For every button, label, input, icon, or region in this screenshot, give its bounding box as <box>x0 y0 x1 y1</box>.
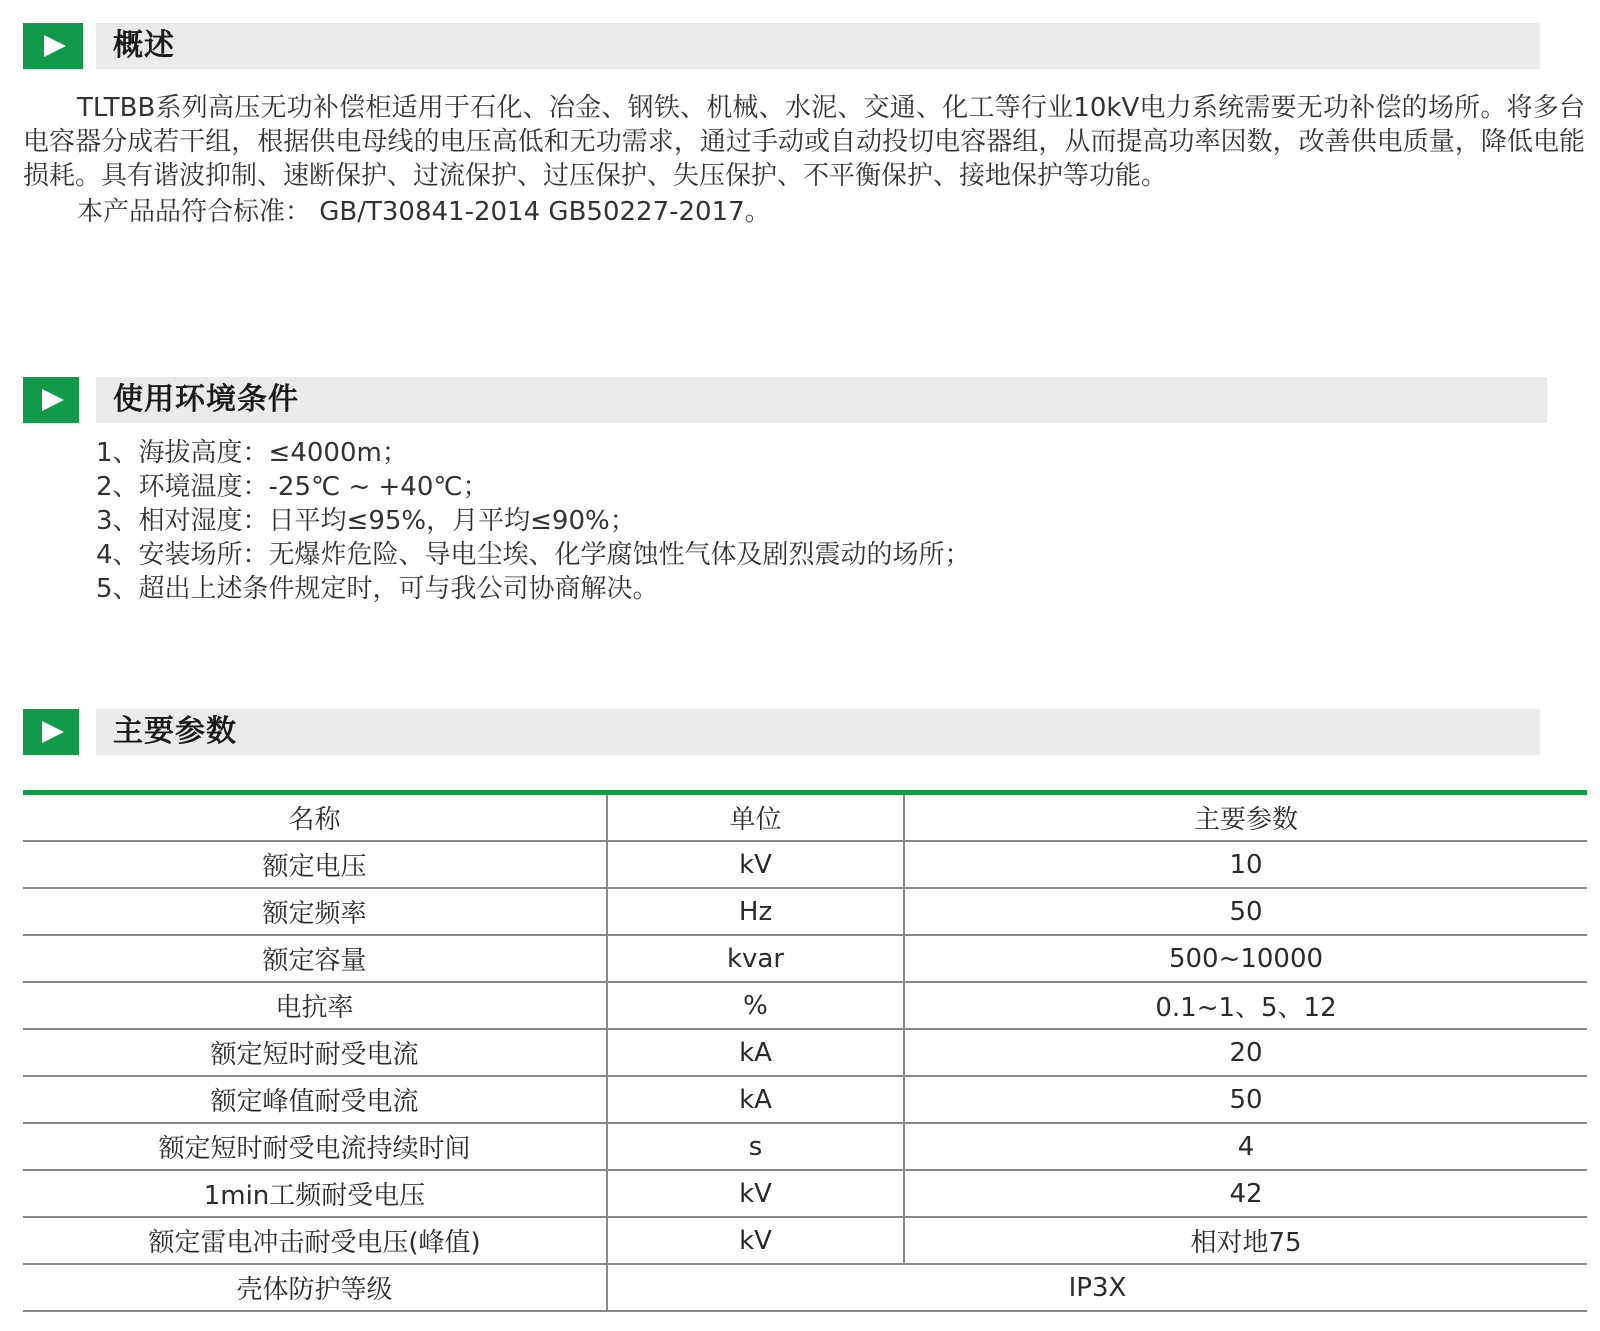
param-unit: kA <box>607 1076 904 1123</box>
play-arrow-icon <box>23 23 83 69</box>
param-name: 1min工频耐受电压 <box>23 1170 607 1217</box>
param-value: 相对地75 <box>904 1217 1587 1264</box>
param-value: 0.1~1、5、12 <box>904 982 1587 1029</box>
param-unit: kV <box>607 1170 904 1217</box>
param-value: 10 <box>904 841 1587 888</box>
table-row <box>23 841 1587 888</box>
overview-paragraph: TLTBB系列高压无功补偿柜适用于石化、冶金、钢铁、机械、水泥、交通、化工等行业10kV电力系统需要无功补偿的场所。将多台电容器分成若干组，根据供电母线的电压高低和无功需求，通过手动或自动投切电容器组，从而提高功率因数，改善供电质量，降低电能损耗。具有谐波抑制、速断保护、过流保护、过压保护、失压保护、不平衡保护、接地保护等功能。 <box>23 93 1585 191</box>
param-name: 额定短时耐受电流持续时间 <box>23 1123 607 1170</box>
overview-header <box>23 23 1540 69</box>
environment-title: 使用环境条件 <box>113 382 299 417</box>
param-name: 额定电压 <box>23 841 607 888</box>
param-unit: Hz <box>607 888 904 935</box>
param-unit: kV <box>607 841 904 888</box>
table-header-row <box>23 793 1587 842</box>
param-name: 额定频率 <box>23 888 607 935</box>
param-name: 额定雷电冲击耐受电压(峰值) <box>23 1217 607 1264</box>
params-title: 主要参数 <box>113 714 237 749</box>
param-name: 额定容量 <box>23 935 607 982</box>
table-row <box>23 935 1587 982</box>
param-value: 20 <box>904 1029 1587 1076</box>
params-header <box>23 709 1540 755</box>
param-value: 4 <box>904 1123 1587 1170</box>
param-value: IP3X <box>607 1264 1587 1311</box>
play-arrow-icon <box>23 377 79 423</box>
table-row <box>23 1076 1587 1123</box>
environment-list <box>96 436 971 606</box>
param-unit: kA <box>607 1029 904 1076</box>
param-unit: kV <box>607 1217 904 1264</box>
param-name: 电抗率 <box>23 982 607 1029</box>
table-row <box>23 888 1587 935</box>
play-arrow-icon <box>23 709 79 755</box>
environment-header-bar <box>96 377 1547 423</box>
list-item: 5、超出上述条件规定时，可与我公司协商解决。 <box>96 574 659 604</box>
params-table <box>23 790 1587 1312</box>
param-name: 壳体防护等级 <box>23 1264 607 1311</box>
param-unit: kvar <box>607 935 904 982</box>
column-header-name: 名称 <box>23 793 607 842</box>
table-row <box>23 1264 1587 1311</box>
params-header-bar <box>96 709 1540 755</box>
overview-standard: 本产品品符合标准： GB/T30841-2014 GB50227-2017。 <box>77 197 771 227</box>
param-value: 50 <box>904 888 1587 935</box>
param-value: 500~10000 <box>904 935 1587 982</box>
list-item: 1、海拔高度：≤4000m； <box>96 438 408 468</box>
table-row <box>23 1170 1587 1217</box>
column-header-value: 主要参数 <box>904 793 1587 842</box>
param-unit: % <box>607 982 904 1029</box>
param-unit: s <box>607 1123 904 1170</box>
overview-title: 概述 <box>113 28 175 63</box>
overview-header-bar <box>96 23 1540 69</box>
environment-header <box>23 377 1547 423</box>
param-value: 50 <box>904 1076 1587 1123</box>
param-value: 42 <box>904 1170 1587 1217</box>
param-name: 额定峰值耐受电流 <box>23 1076 607 1123</box>
table-row <box>23 982 1587 1029</box>
column-header-unit: 单位 <box>607 793 904 842</box>
table-row <box>23 1029 1587 1076</box>
param-name: 额定短时耐受电流 <box>23 1029 607 1076</box>
list-item: 3、相对湿度：日平均≤95%，月平均≤90%； <box>96 506 636 536</box>
table-row <box>23 1123 1587 1170</box>
list-item: 2、环境温度：-25℃ ~ +40℃； <box>96 472 489 502</box>
table-row <box>23 1217 1587 1264</box>
list-item: 4、安装场所：无爆炸危险、导电尘埃、化学腐蚀性气体及剧烈震动的场所； <box>96 540 971 570</box>
